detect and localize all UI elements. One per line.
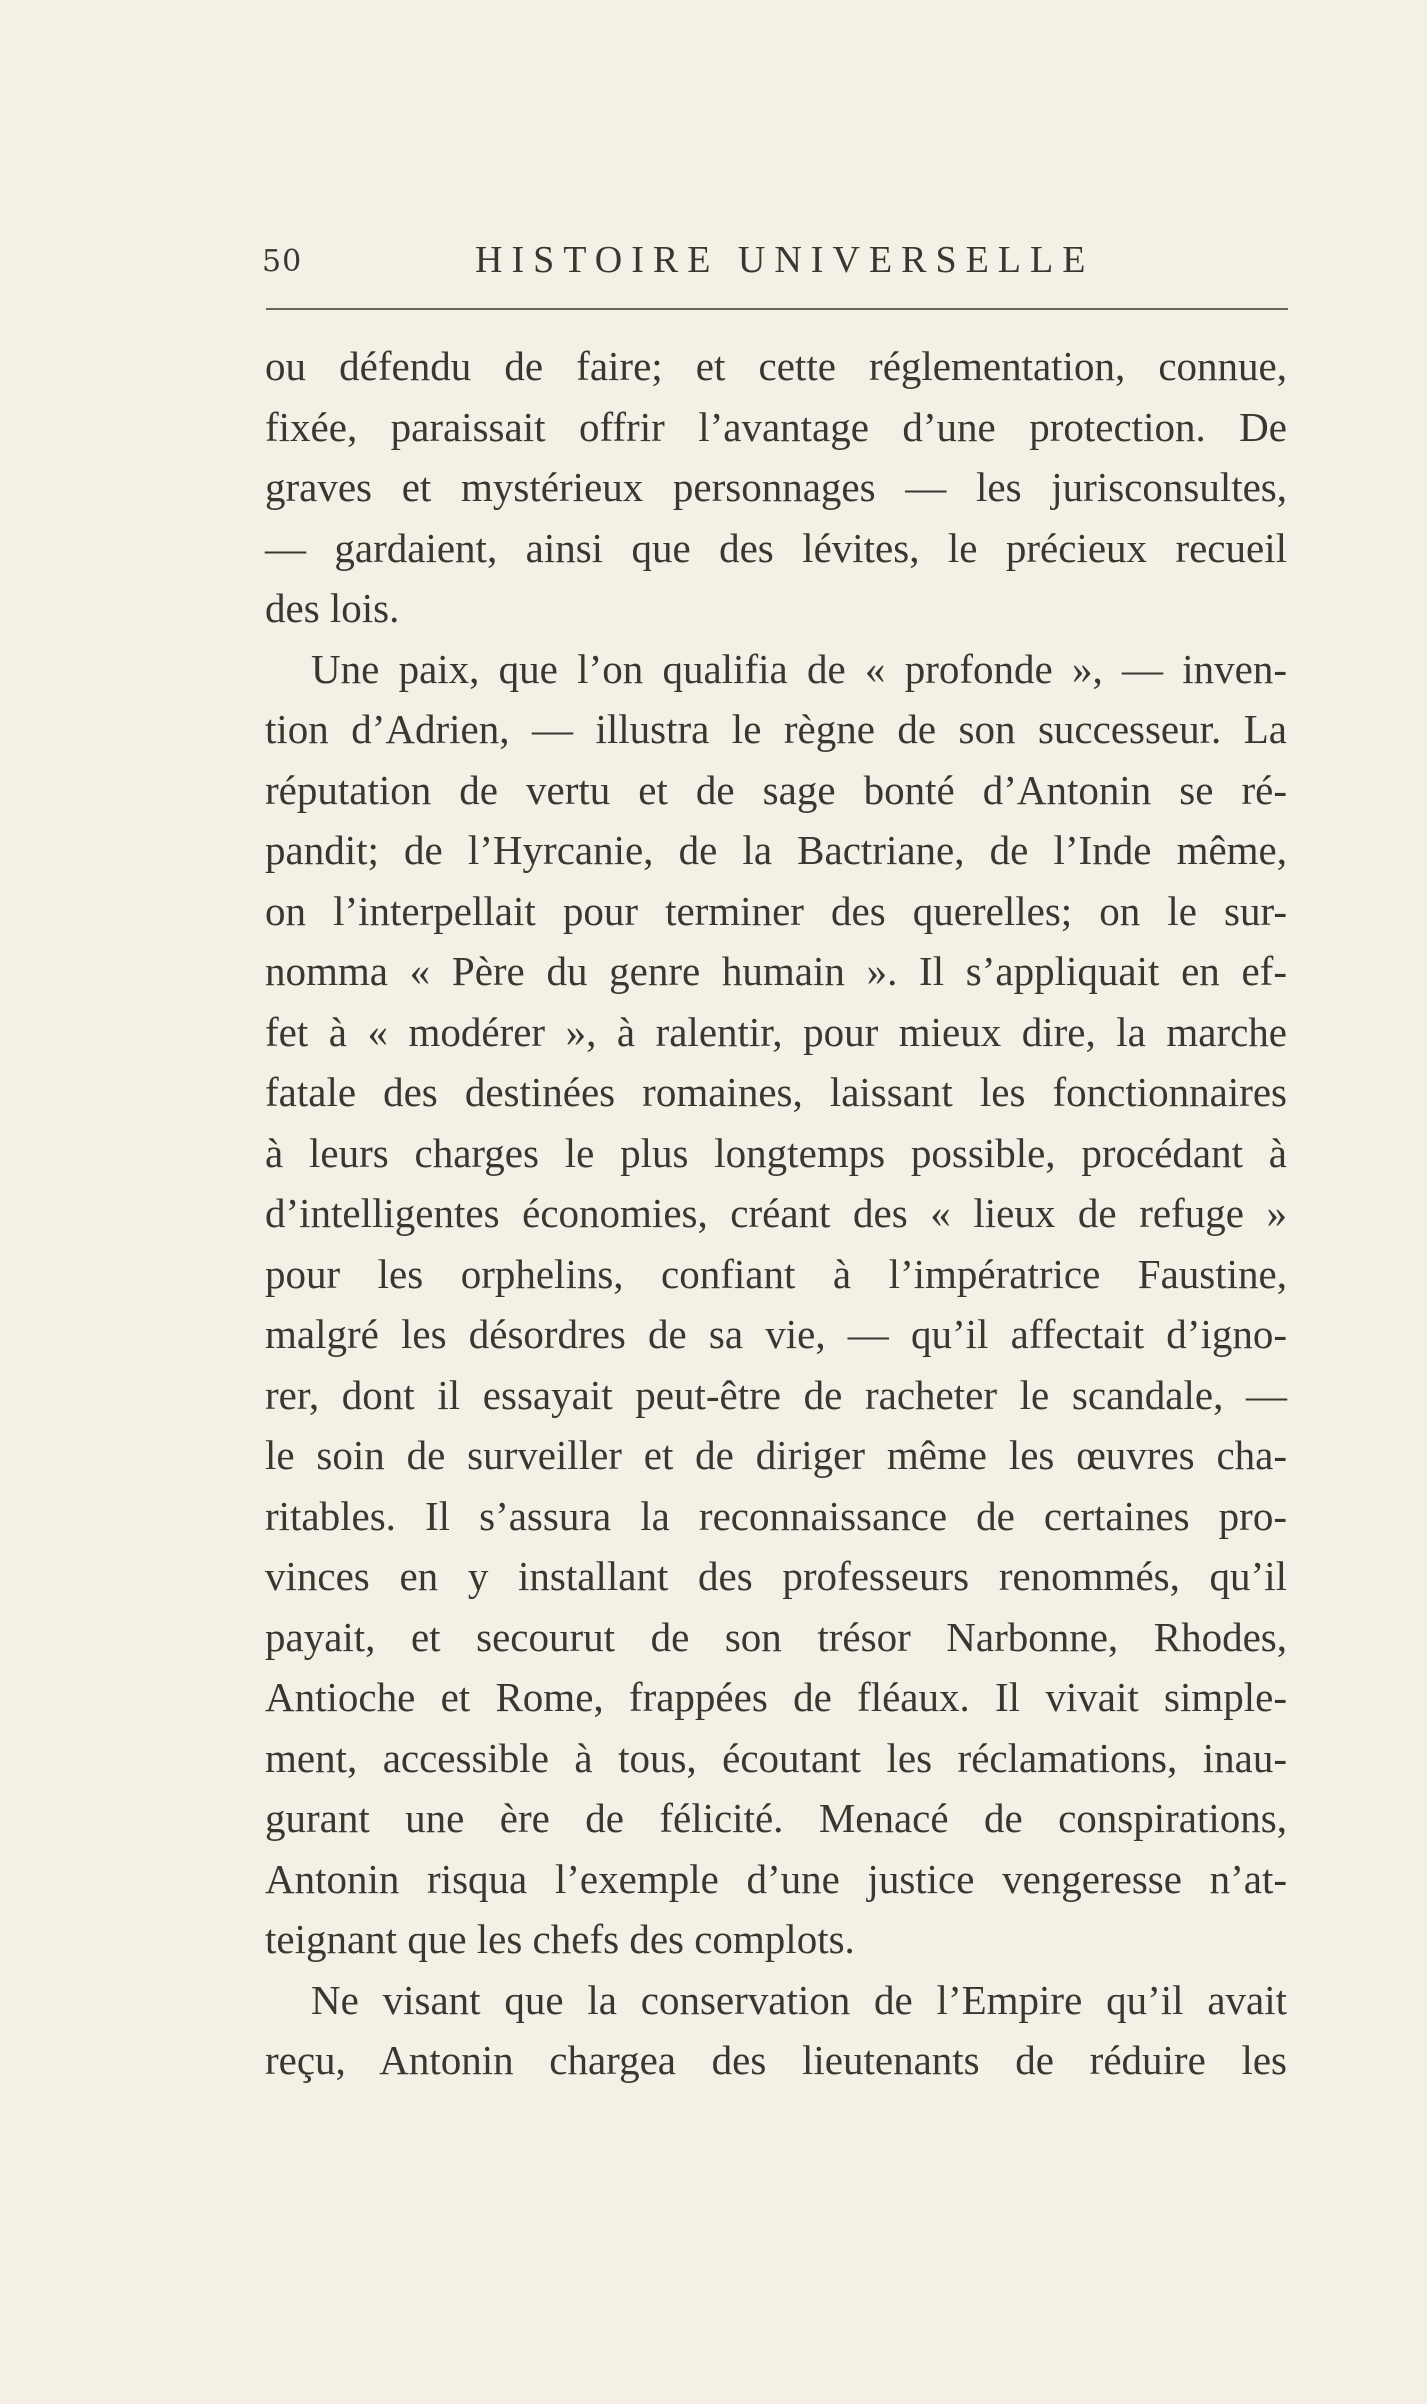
text-line: teignant que les chefs des complots. bbox=[265, 1916, 855, 1962]
text-line: ou défendu de faire; et cette réglementation, connue, bbox=[265, 343, 1287, 389]
page-number: 50 bbox=[262, 244, 303, 279]
text-line: d’intelligentes économies, créant des « lieux de refuge » bbox=[265, 1190, 1287, 1236]
text-line: pandit; de l’Hyrcanie, de la Bactriane, de l’Inde même, bbox=[265, 827, 1287, 873]
text-line: Ne visant que la conservation de l’Empire qu’il avait bbox=[311, 1976, 1287, 2023]
text-line: payait, et secourut de son trésor Narbonne, Rhodes, bbox=[265, 1613, 1287, 1660]
text-line: graves et mystérieux personnages — les jurisconsultes, bbox=[265, 464, 1287, 510]
text-line: — gardaient, ainsi que des lévites, le précieux recueil bbox=[265, 524, 1287, 571]
text-line: gurant une ère de félicité. Menacé de conspirations, bbox=[265, 1795, 1287, 1841]
text-line: des lois. bbox=[265, 585, 400, 631]
text-line: Antioche et Rome, frappées de fléaux. Il vivait simple- bbox=[265, 1674, 1287, 1720]
text-line: Une paix, que l’on qualifia de « profonde », — inven- bbox=[311, 645, 1287, 692]
text-line: tion d’Adrien, — illustra le règne de son successeur. La bbox=[265, 706, 1287, 752]
text-line: malgré les désordres de sa vie, — qu’il affectait d’igno- bbox=[265, 1311, 1287, 1357]
text-line: fixée, paraissait offrir l’avantage d’une protection. De bbox=[265, 403, 1287, 450]
text-line: fet à « modérer », à ralentir, pour mieux dire, la marche bbox=[265, 1008, 1287, 1055]
page-header bbox=[262, 238, 1287, 288]
body-text bbox=[265, 336, 1287, 2091]
text-line: reçu, Antonin chargea des lieutenants de réduire les bbox=[265, 2037, 1287, 2083]
text-line: ment, accessible à tous, écoutant les réclamations, inau- bbox=[265, 1734, 1287, 1781]
text-line: à leurs charges le plus longtemps possible, procédant à bbox=[265, 1129, 1287, 1176]
text-line: Antonin risqua l’exemple d’une justice vengeresse n’at- bbox=[265, 1855, 1287, 1902]
text-line: rer, dont il essayait peut-être de racheter le scandale, — bbox=[265, 1371, 1287, 1418]
text-line: on l’interpellait pour terminer des querelles; on le sur- bbox=[265, 887, 1287, 934]
header-rule bbox=[266, 308, 1288, 310]
text-line: le soin de surveiller et de diriger même les œuvres cha- bbox=[265, 1432, 1287, 1478]
text-line: nomma « Père du genre humain ». Il s’appliquait en ef- bbox=[265, 948, 1287, 994]
text-line: ritables. Il s’assura la reconnaissance de certaines pro- bbox=[265, 1492, 1287, 1539]
text-line: fatale des destinées romaines, laissant les fonctionnaires bbox=[265, 1069, 1287, 1115]
text-line: vinces en y installant des professeurs renommés, qu’il bbox=[265, 1553, 1287, 1599]
running-title: HISTOIRE UNIVERSELLE bbox=[475, 239, 1095, 281]
text-line: pour les orphelins, confiant à l’impératrice Faustine, bbox=[265, 1250, 1287, 1297]
text-line: réputation de vertu et de sage bonté d’Antonin se ré- bbox=[265, 766, 1287, 813]
